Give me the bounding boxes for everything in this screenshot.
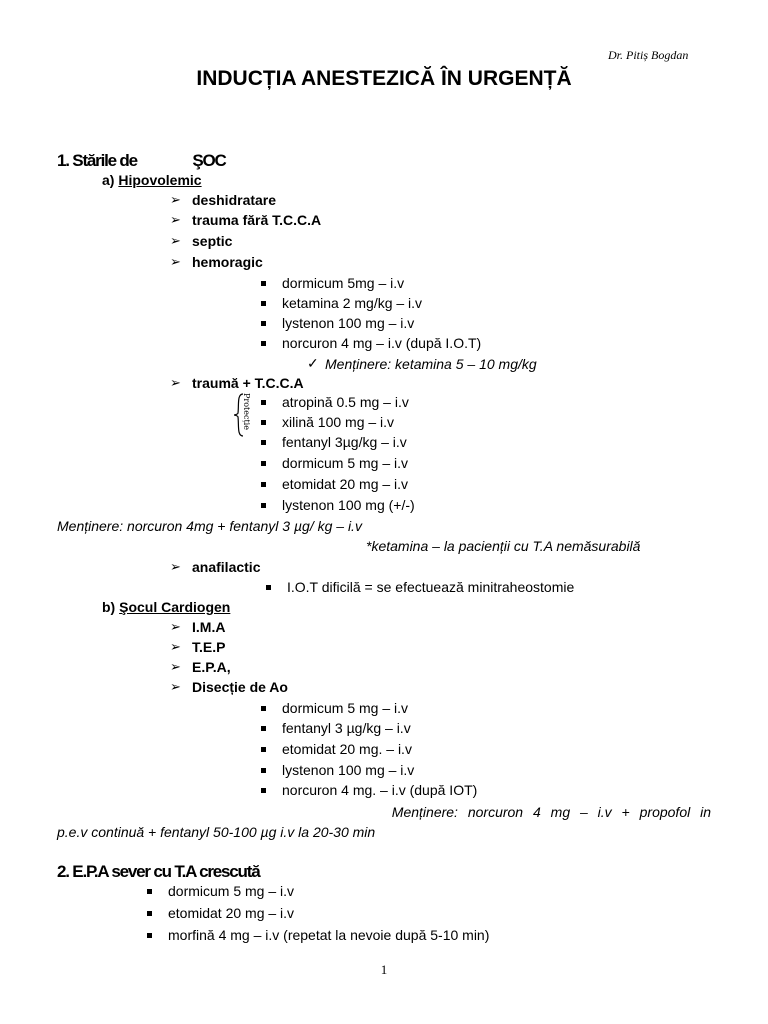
list-item-text: ketamina 2 mg/kg – i.v [282,295,423,311]
list-item-text: lystenon 100 mg – i.v [282,315,415,331]
square-bullet-icon [147,933,152,938]
square-bullet-icon [261,747,266,752]
list-item-text: etomidat 20 mg – i.v [282,476,409,492]
list-item-text: I.M.A [192,619,226,635]
list-item-text: morfină 4 mg – i.v (repetat la nevoie după 5-10 min) [168,927,490,943]
list-item-text: lystenon 100 mg – i.v [282,762,415,778]
page-title: INDUCȚIA ANESTEZICĂ ÎN URGENȚĂ [196,67,572,90]
maintenance-line-1: Menținere: norcuron 4 mg – i.v + propofol in [391,804,711,820]
author: Dr. Pitiș Bogdan [608,48,689,62]
list-item-text: norcuron 4 mg. – i.v (după IOT) [282,782,478,798]
list-item [261,275,404,291]
list-item-text: E.P.A, [192,659,231,675]
square-bullet-icon [261,788,266,793]
list-item-text: fentanyl 3 µg/kg – i.v [282,720,411,736]
list-item-text: septic [192,233,233,249]
list-item-text: Disecție de Ao [192,679,288,695]
maintenance-line-2: p.e.v continuă + fentanyl 50-100 µg i.v la 20-30 min [57,824,376,840]
list-item [170,254,263,270]
list-item-text: xilină 100 mg – i.v [282,414,395,430]
list-item-text: fentanyl 3µg/kg – i.v [282,434,407,450]
list-item [261,414,394,430]
section-2-heading: 2. E.P.A sever cu T.A crescută [57,862,260,881]
list-item-text: hemoragic [192,254,263,270]
list-item [170,679,288,695]
list-item [261,434,407,450]
square-bullet-icon [261,461,266,466]
list-item-text: dormicum 5mg – i.v [282,275,405,291]
square-bullet-icon [261,768,266,773]
arrow-bullet-icon: ➢ [170,212,181,227]
list-item [266,579,574,595]
list-item [147,883,294,899]
trauma-maintenance: Menținere: norcuron 4mg + fentanyl 3 µg/ kg – i.v [57,518,362,534]
arrow-bullet-icon: ➢ [170,192,181,207]
list-item-text: trauma fără T.C.C.A [192,212,322,228]
subsection-b-label: b) [102,599,116,615]
protection-brace [232,393,251,437]
arrow-bullet-icon: ➢ [170,375,181,390]
list-item-text: lystenon 100 mg (+/-) [282,497,415,513]
list-item [261,762,414,778]
list-item-text: T.E.P [192,639,226,655]
arrow-bullet-icon: ➢ [170,559,181,574]
maintenance-text: Menținere: ketamina 5 – 10 mg/kg [325,355,537,372]
list-item-text: dormicum 5 mg – i.v [282,700,409,716]
cardiogen-maintenance [57,802,711,842]
list-item [261,741,412,757]
list-item-text: etomidat 20 mg – i.v [168,905,295,921]
list-item [261,315,414,331]
list-item [261,782,477,798]
arrow-bullet-icon: ➢ [170,639,181,654]
list-item [261,476,408,492]
square-bullet-icon [261,503,266,508]
arrow-bullet-icon: ➢ [170,659,181,674]
square-bullet-icon [147,911,152,916]
list-item-text: atropină 0.5 mg – i.v [282,394,409,410]
list-item [170,212,321,228]
arrow-bullet-icon: ➢ [170,679,181,694]
section-1-heading-text: 1. Stările de [57,151,137,170]
arrow-bullet-icon: ➢ [170,254,181,269]
list-item-text: dormicum 5 mg – i.v [168,883,295,899]
list-item [170,559,260,575]
arrow-bullet-icon: ➢ [170,619,181,634]
list-item [170,375,304,391]
square-bullet-icon [261,281,266,286]
list-item [261,335,481,351]
square-bullet-icon [261,482,266,487]
list-item [261,720,411,736]
maintenance-note [307,355,537,372]
list-item [170,192,276,208]
list-item-text: anafilactic [192,559,261,575]
list-item [170,619,225,635]
list-item [170,233,232,249]
subsection-b-title: Şocul Cardiogen [119,599,231,615]
square-bullet-icon [261,706,266,711]
list-item [261,394,409,410]
list-item [170,659,231,675]
list-item-text: I.O.T dificilă = se efectuează minitraheostomie [287,579,575,595]
list-item-text: etomidat 20 mg. – i.v [282,741,412,757]
list-item [261,295,422,311]
list-item [261,700,408,716]
square-bullet-icon [261,726,266,731]
subsection-a-label: a) [102,172,115,188]
arrow-bullet-icon: ➢ [170,233,181,248]
square-bullet-icon [261,400,266,405]
brace-label: Protecție [241,393,251,430]
square-bullet-icon [147,889,152,894]
check-icon: ✓ [307,355,319,371]
subsection-b-heading [102,599,230,615]
ketamina-note: *ketamina – la pacienții cu T.A nemăsurabilă [366,538,641,554]
page-number: 1 [380,962,388,977]
list-item [147,905,294,921]
square-bullet-icon [261,341,266,346]
square-bullet-icon [261,301,266,306]
list-item-text: deshidratare [192,192,277,208]
list-item [170,639,225,655]
list-item-text: norcuron 4 mg – i.v (după I.O.T) [282,335,482,351]
subsection-a-title: Hipovolemic [118,172,202,188]
section-1-heading-word: ŞOC [192,151,226,170]
subsection-a-heading [102,172,202,188]
list-item [261,455,408,471]
list-item-text: traumă + T.C.C.A [192,375,304,391]
square-bullet-icon [266,585,271,590]
square-bullet-icon [261,440,266,445]
list-item [147,927,489,943]
section-1-heading [57,151,226,171]
square-bullet-icon [261,321,266,326]
list-item [261,497,415,513]
list-item-text: dormicum 5 mg – i.v [282,455,409,471]
square-bullet-icon [261,420,266,425]
